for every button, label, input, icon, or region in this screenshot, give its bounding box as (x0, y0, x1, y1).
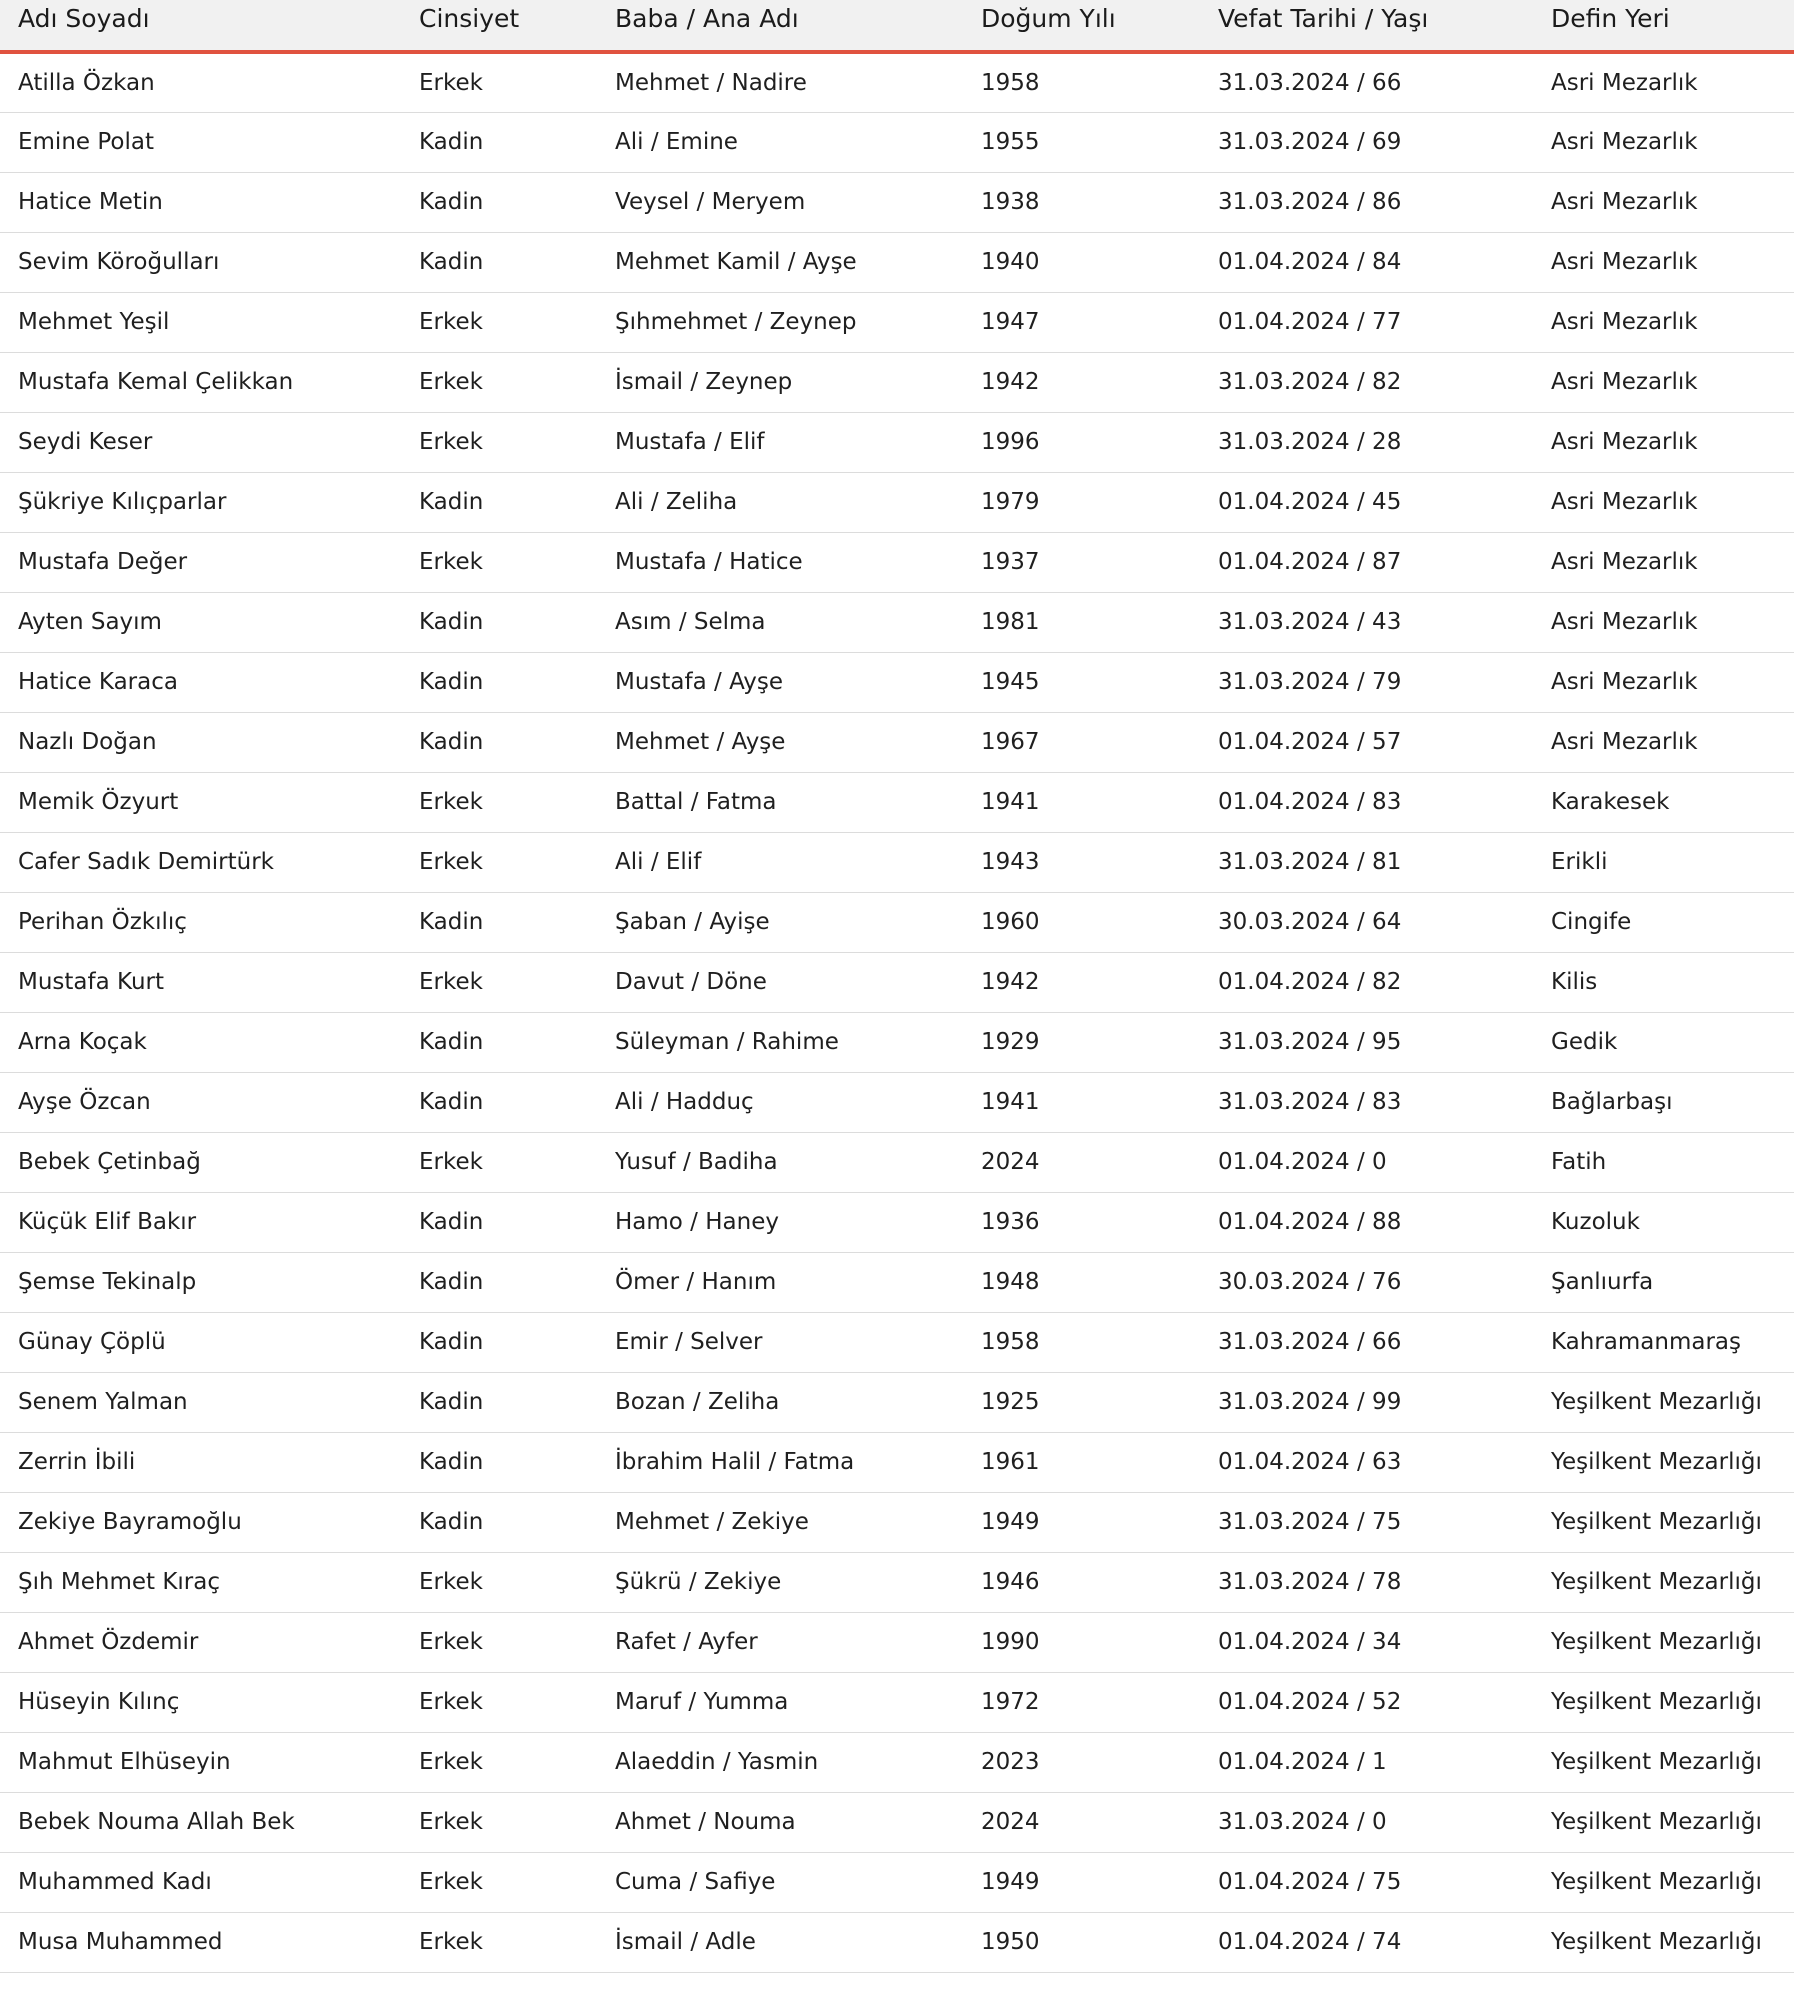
cell-parents: Cuma / Safiye (615, 1869, 776, 1895)
table-row (0, 1612, 1794, 1672)
cell-gender: Erkek (419, 969, 483, 995)
cell-burial-place: Yeşilkent Mezarlığı (1551, 1929, 1762, 1955)
cell-gender: Erkek (419, 789, 483, 815)
column-header-parents: Baba / Ana Adı (615, 4, 799, 33)
cell-birth-year: 1979 (981, 489, 1040, 515)
cell-parents: Asım / Selma (615, 609, 766, 635)
cell-parents: Alaeddin / Yasmin (615, 1749, 819, 1775)
table-row (0, 1912, 1794, 1972)
cell-burial-place: Asri Mezarlık (1551, 309, 1698, 335)
cell-burial-place: Kahramanmaraş (1551, 1329, 1742, 1355)
cell-parents: İbrahim Halil / Fatma (615, 1449, 855, 1475)
cell-gender: Erkek (419, 1689, 483, 1715)
cell-birth-year: 1938 (981, 189, 1040, 215)
table-row (0, 1852, 1794, 1912)
cell-burial-place: Yeşilkent Mezarlığı (1551, 1689, 1762, 1715)
table-row (0, 1252, 1794, 1312)
cell-name: Bebek Çetinbağ (18, 1149, 201, 1175)
cell-birth-year: 1941 (981, 789, 1040, 815)
cell-death-date-age: 01.04.2024 / 75 (1218, 1869, 1402, 1895)
cell-gender: Erkek (419, 1629, 483, 1655)
cell-birth-year: 1967 (981, 729, 1040, 755)
cell-birth-year: 2023 (981, 1749, 1040, 1775)
cell-death-date-age: 01.04.2024 / 88 (1218, 1209, 1402, 1235)
cell-death-date-age: 31.03.2024 / 81 (1218, 849, 1402, 875)
cell-death-date-age: 01.04.2024 / 77 (1218, 309, 1402, 335)
cell-parents: Davut / Döne (615, 969, 767, 995)
cell-burial-place: Gedik (1551, 1029, 1618, 1055)
cell-death-date-age: 31.03.2024 / 43 (1218, 609, 1402, 635)
cell-parents: Mehmet / Ayşe (615, 729, 786, 755)
cell-parents: Ali / Emine (615, 129, 738, 155)
cell-birth-year: 1936 (981, 1209, 1040, 1235)
table-row (0, 1492, 1794, 1552)
cell-burial-place: Şanlıurfa (1551, 1269, 1654, 1295)
cell-burial-place: Yeşilkent Mezarlığı (1551, 1809, 1762, 1835)
cell-burial-place: Yeşilkent Mezarlığı (1551, 1389, 1762, 1415)
cell-burial-place: Yeşilkent Mezarlığı (1551, 1449, 1762, 1475)
table-row (0, 652, 1794, 712)
cell-name: Seydi Keser (18, 429, 153, 455)
cell-birth-year: 1942 (981, 369, 1040, 395)
cell-parents: Veysel / Meryem (615, 189, 806, 215)
table-row (0, 172, 1794, 232)
cell-parents: Maruf / Yumma (615, 1689, 789, 1715)
cell-birth-year: 1949 (981, 1509, 1040, 1535)
cell-burial-place: Yeşilkent Mezarlığı (1551, 1509, 1762, 1535)
cell-death-date-age: 01.04.2024 / 74 (1218, 1929, 1402, 1955)
cell-death-date-age: 01.04.2024 / 57 (1218, 729, 1402, 755)
table-row (0, 1072, 1794, 1132)
cell-gender: Kadin (419, 1029, 484, 1055)
table-row (0, 832, 1794, 892)
cell-gender: Kadin (419, 909, 484, 935)
cell-gender: Kadin (419, 1089, 484, 1115)
table-row (0, 112, 1794, 172)
cell-parents: İsmail / Zeynep (615, 369, 793, 395)
cell-gender: Erkek (419, 309, 483, 335)
cell-death-date-age: 01.04.2024 / 82 (1218, 969, 1402, 995)
cell-birth-year: 1947 (981, 309, 1040, 335)
cell-death-date-age: 31.03.2024 / 66 (1218, 69, 1402, 96)
cell-name: Hatice Karaca (18, 669, 178, 695)
table-row (0, 1192, 1794, 1252)
cell-gender: Kadin (419, 669, 484, 695)
cell-parents: Ömer / Hanım (615, 1269, 777, 1295)
cell-name: Muhammed Kadı (18, 1869, 212, 1895)
cell-death-date-age: 31.03.2024 / 86 (1218, 189, 1402, 215)
cell-death-date-age: 01.04.2024 / 34 (1218, 1629, 1402, 1655)
cell-burial-place: Kuzoluk (1551, 1209, 1640, 1235)
cell-death-date-age: 01.04.2024 / 87 (1218, 549, 1402, 575)
table-row (0, 1012, 1794, 1072)
cell-name: Ayşe Özcan (18, 1089, 151, 1115)
cell-death-date-age: 31.03.2024 / 28 (1218, 429, 1402, 455)
cell-name: Şükriye Kılıçparlar (18, 489, 227, 515)
table-row (0, 952, 1794, 1012)
cell-parents: Ali / Elif (615, 849, 702, 875)
cell-gender: Kadin (419, 1389, 484, 1415)
cell-burial-place: Asri Mezarlık (1551, 729, 1698, 755)
cell-burial-place: Yeşilkent Mezarlığı (1551, 1569, 1762, 1595)
cell-birth-year: 1940 (981, 249, 1040, 275)
cell-death-date-age: 01.04.2024 / 0 (1218, 1149, 1387, 1175)
cell-burial-place: Yeşilkent Mezarlığı (1551, 1869, 1762, 1895)
cell-burial-place: Kilis (1551, 969, 1598, 995)
cell-birth-year: 2024 (981, 1149, 1040, 1175)
cell-birth-year: 1943 (981, 849, 1040, 875)
table-row (0, 772, 1794, 832)
cell-parents: Mustafa / Ayşe (615, 669, 783, 695)
cell-death-date-age: 31.03.2024 / 82 (1218, 369, 1402, 395)
cell-name: Atilla Özkan (18, 69, 155, 96)
cell-birth-year: 1949 (981, 1869, 1040, 1895)
cell-burial-place: Asri Mezarlık (1551, 189, 1698, 215)
cell-gender: Kadin (419, 249, 484, 275)
cell-gender: Kadin (419, 189, 484, 215)
cell-name: Mustafa Kurt (18, 969, 165, 995)
cell-birth-year: 1990 (981, 1629, 1040, 1655)
cell-burial-place: Asri Mezarlık (1551, 369, 1698, 395)
table-row (0, 1552, 1794, 1612)
cell-gender: Erkek (419, 369, 483, 395)
cell-parents: Mehmet / Nadire (615, 69, 807, 96)
cell-name: Arna Koçak (18, 1029, 147, 1055)
cell-name: Zerrin İbili (18, 1449, 136, 1475)
cell-birth-year: 1950 (981, 1929, 1040, 1955)
cell-name: Şemse Tekinalp (18, 1269, 197, 1295)
cell-name: Senem Yalman (18, 1389, 188, 1415)
cell-birth-year: 1942 (981, 969, 1040, 995)
cell-birth-year: 1972 (981, 1689, 1040, 1715)
cell-death-date-age: 31.03.2024 / 78 (1218, 1569, 1402, 1595)
cell-parents: Hamo / Haney (615, 1209, 779, 1235)
cell-death-date-age: 01.04.2024 / 63 (1218, 1449, 1402, 1475)
cell-death-date-age: 31.03.2024 / 66 (1218, 1329, 1402, 1355)
cell-gender: Erkek (419, 1149, 483, 1175)
cell-birth-year: 1941 (981, 1089, 1040, 1115)
cell-name: Cafer Sadık Demirtürk (18, 849, 274, 875)
table-row (0, 412, 1794, 472)
column-header-burial-place: Defin Yeri (1551, 4, 1670, 33)
cell-parents: Battal / Fatma (615, 789, 777, 815)
cell-burial-place: Asri Mezarlık (1551, 549, 1698, 575)
cell-gender: Erkek (419, 1869, 483, 1895)
cell-parents: Emir / Selver (615, 1329, 763, 1355)
cell-parents: Rafet / Ayfer (615, 1629, 758, 1655)
cell-gender: Erkek (419, 1749, 483, 1775)
cell-gender: Kadin (419, 1269, 484, 1295)
cell-death-date-age: 30.03.2024 / 76 (1218, 1269, 1402, 1295)
cell-gender: Kadin (419, 1449, 484, 1475)
cell-death-date-age: 01.04.2024 / 1 (1218, 1749, 1387, 1775)
cell-death-date-age: 30.03.2024 / 64 (1218, 909, 1402, 935)
cell-parents: Mehmet / Zekiye (615, 1509, 809, 1535)
cell-burial-place: Erikli (1551, 849, 1608, 875)
cell-burial-place: Asri Mezarlık (1551, 489, 1698, 515)
cell-parents: İsmail / Adle (615, 1929, 756, 1955)
cell-parents: Ali / Zeliha (615, 489, 738, 515)
cell-name: Şıh Mehmet Kıraç (18, 1569, 221, 1595)
table-row (0, 472, 1794, 532)
cell-gender: Erkek (419, 69, 483, 96)
cell-name: Küçük Elif Bakır (18, 1209, 197, 1235)
column-header-name: Adı Soyadı (18, 4, 150, 33)
table-row (0, 1432, 1794, 1492)
cell-death-date-age: 31.03.2024 / 99 (1218, 1389, 1402, 1415)
cell-birth-year: 1929 (981, 1029, 1040, 1055)
cell-parents: Ahmet / Nouma (615, 1809, 796, 1835)
column-header-birth-year: Doğum Yılı (981, 4, 1116, 33)
cell-birth-year: 1996 (981, 429, 1040, 455)
cell-parents: Süleyman / Rahime (615, 1029, 839, 1055)
cell-name: Memik Özyurt (18, 789, 179, 815)
cell-birth-year: 1960 (981, 909, 1040, 935)
cell-death-date-age: 01.04.2024 / 45 (1218, 489, 1402, 515)
cell-death-date-age: 31.03.2024 / 95 (1218, 1029, 1402, 1055)
cell-name: Perihan Özkılıç (18, 909, 187, 935)
cell-name: Sevim Köroğulları (18, 249, 220, 275)
cell-birth-year: 1961 (981, 1449, 1040, 1475)
table-row (0, 592, 1794, 652)
cell-parents: Şıhmehmet / Zeynep (615, 309, 857, 335)
cell-birth-year: 1937 (981, 549, 1040, 575)
cell-name: Mahmut Elhüseyin (18, 1749, 231, 1775)
cell-burial-place: Bağlarbaşı (1551, 1089, 1673, 1115)
column-header-gender: Cinsiyet (419, 4, 520, 33)
cell-gender: Kadin (419, 729, 484, 755)
table-header (0, 0, 1794, 52)
cell-burial-place: Yeşilkent Mezarlığı (1551, 1749, 1762, 1775)
cell-gender: Kadin (419, 489, 484, 515)
cell-gender: Kadin (419, 129, 484, 155)
table-row (0, 892, 1794, 952)
cell-death-date-age: 31.03.2024 / 0 (1218, 1809, 1387, 1835)
cell-burial-place: Asri Mezarlık (1551, 669, 1698, 695)
cell-name: Mustafa Değer (18, 549, 188, 575)
table-row (0, 1372, 1794, 1432)
cell-name: Nazlı Doğan (18, 729, 157, 755)
cell-name: Hatice Metin (18, 189, 163, 215)
cell-burial-place: Asri Mezarlık (1551, 129, 1698, 155)
cell-death-date-age: 31.03.2024 / 69 (1218, 129, 1402, 155)
cell-name: Musa Muhammed (18, 1929, 223, 1955)
cell-name: Mustafa Kemal Çelikkan (18, 369, 294, 395)
table-row (0, 1792, 1794, 1852)
table-row (0, 532, 1794, 592)
cell-name: Emine Polat (18, 129, 154, 155)
cell-gender: Kadin (419, 609, 484, 635)
cell-gender: Erkek (419, 849, 483, 875)
cell-name: Zekiye Bayramoğlu (18, 1509, 242, 1535)
cell-parents: Bozan / Zeliha (615, 1389, 780, 1415)
table-row (0, 292, 1794, 352)
cell-birth-year: 2024 (981, 1809, 1040, 1835)
cell-parents: Mustafa / Elif (615, 429, 765, 455)
cell-gender: Erkek (419, 429, 483, 455)
table-row (0, 712, 1794, 772)
cell-parents: Şaban / Ayişe (615, 909, 770, 935)
cell-death-date-age: 31.03.2024 / 79 (1218, 669, 1402, 695)
cell-name: Bebek Nouma Allah Bek (18, 1809, 295, 1835)
cell-burial-place: Asri Mezarlık (1551, 249, 1698, 275)
cell-birth-year: 1946 (981, 1569, 1040, 1595)
table-row (0, 1132, 1794, 1192)
cell-birth-year: 1958 (981, 69, 1040, 96)
cell-birth-year: 1948 (981, 1269, 1040, 1295)
header-row (0, 0, 1794, 52)
cell-death-date-age: 01.04.2024 / 52 (1218, 1689, 1402, 1715)
cell-birth-year: 1955 (981, 129, 1040, 155)
cell-gender: Erkek (419, 549, 483, 575)
table-row (0, 52, 1794, 112)
cell-birth-year: 1925 (981, 1389, 1040, 1415)
column-header-death-date-age: Vefat Tarihi / Yaşı (1218, 4, 1429, 33)
cell-name: Hüseyin Kılınç (18, 1689, 180, 1715)
cell-gender: Erkek (419, 1929, 483, 1955)
cell-burial-place: Yeşilkent Mezarlığı (1551, 1629, 1762, 1655)
cell-parents: Şükrü / Zekiye (615, 1569, 782, 1595)
table-row (0, 1732, 1794, 1792)
table-row (0, 232, 1794, 292)
cell-death-date-age: 01.04.2024 / 83 (1218, 789, 1402, 815)
cell-burial-place: Cingife (1551, 909, 1632, 935)
cell-burial-place: Fatih (1551, 1149, 1607, 1175)
cell-death-date-age: 31.03.2024 / 83 (1218, 1089, 1402, 1115)
cell-name: Ayten Sayım (18, 609, 162, 635)
cell-name: Mehmet Yeşil (18, 309, 170, 335)
cell-burial-place: Asri Mezarlık (1551, 429, 1698, 455)
cell-gender: Kadin (419, 1329, 484, 1355)
table-body (0, 52, 1794, 1972)
cell-birth-year: 1945 (981, 669, 1040, 695)
cell-gender: Erkek (419, 1569, 483, 1595)
table-row (0, 1312, 1794, 1372)
cell-name: Ahmet Özdemir (18, 1629, 199, 1655)
cell-parents: Mustafa / Hatice (615, 549, 803, 575)
cell-parents: Ali / Hadduç (615, 1089, 754, 1115)
cell-parents: Mehmet Kamil / Ayşe (615, 249, 857, 275)
table-row (0, 352, 1794, 412)
table-row (0, 1672, 1794, 1732)
cell-death-date-age: 01.04.2024 / 84 (1218, 249, 1402, 275)
cell-name: Günay Çöplü (18, 1329, 166, 1355)
cell-gender: Erkek (419, 1809, 483, 1835)
cell-gender: Kadin (419, 1509, 484, 1535)
cell-birth-year: 1958 (981, 1329, 1040, 1355)
cell-gender: Kadin (419, 1209, 484, 1235)
cell-burial-place: Karakesek (1551, 789, 1670, 815)
cell-birth-year: 1981 (981, 609, 1040, 635)
cell-parents: Yusuf / Badiha (615, 1149, 778, 1175)
cell-burial-place: Asri Mezarlık (1551, 69, 1698, 96)
cell-burial-place: Asri Mezarlık (1551, 609, 1698, 635)
cell-death-date-age: 31.03.2024 / 75 (1218, 1509, 1402, 1535)
